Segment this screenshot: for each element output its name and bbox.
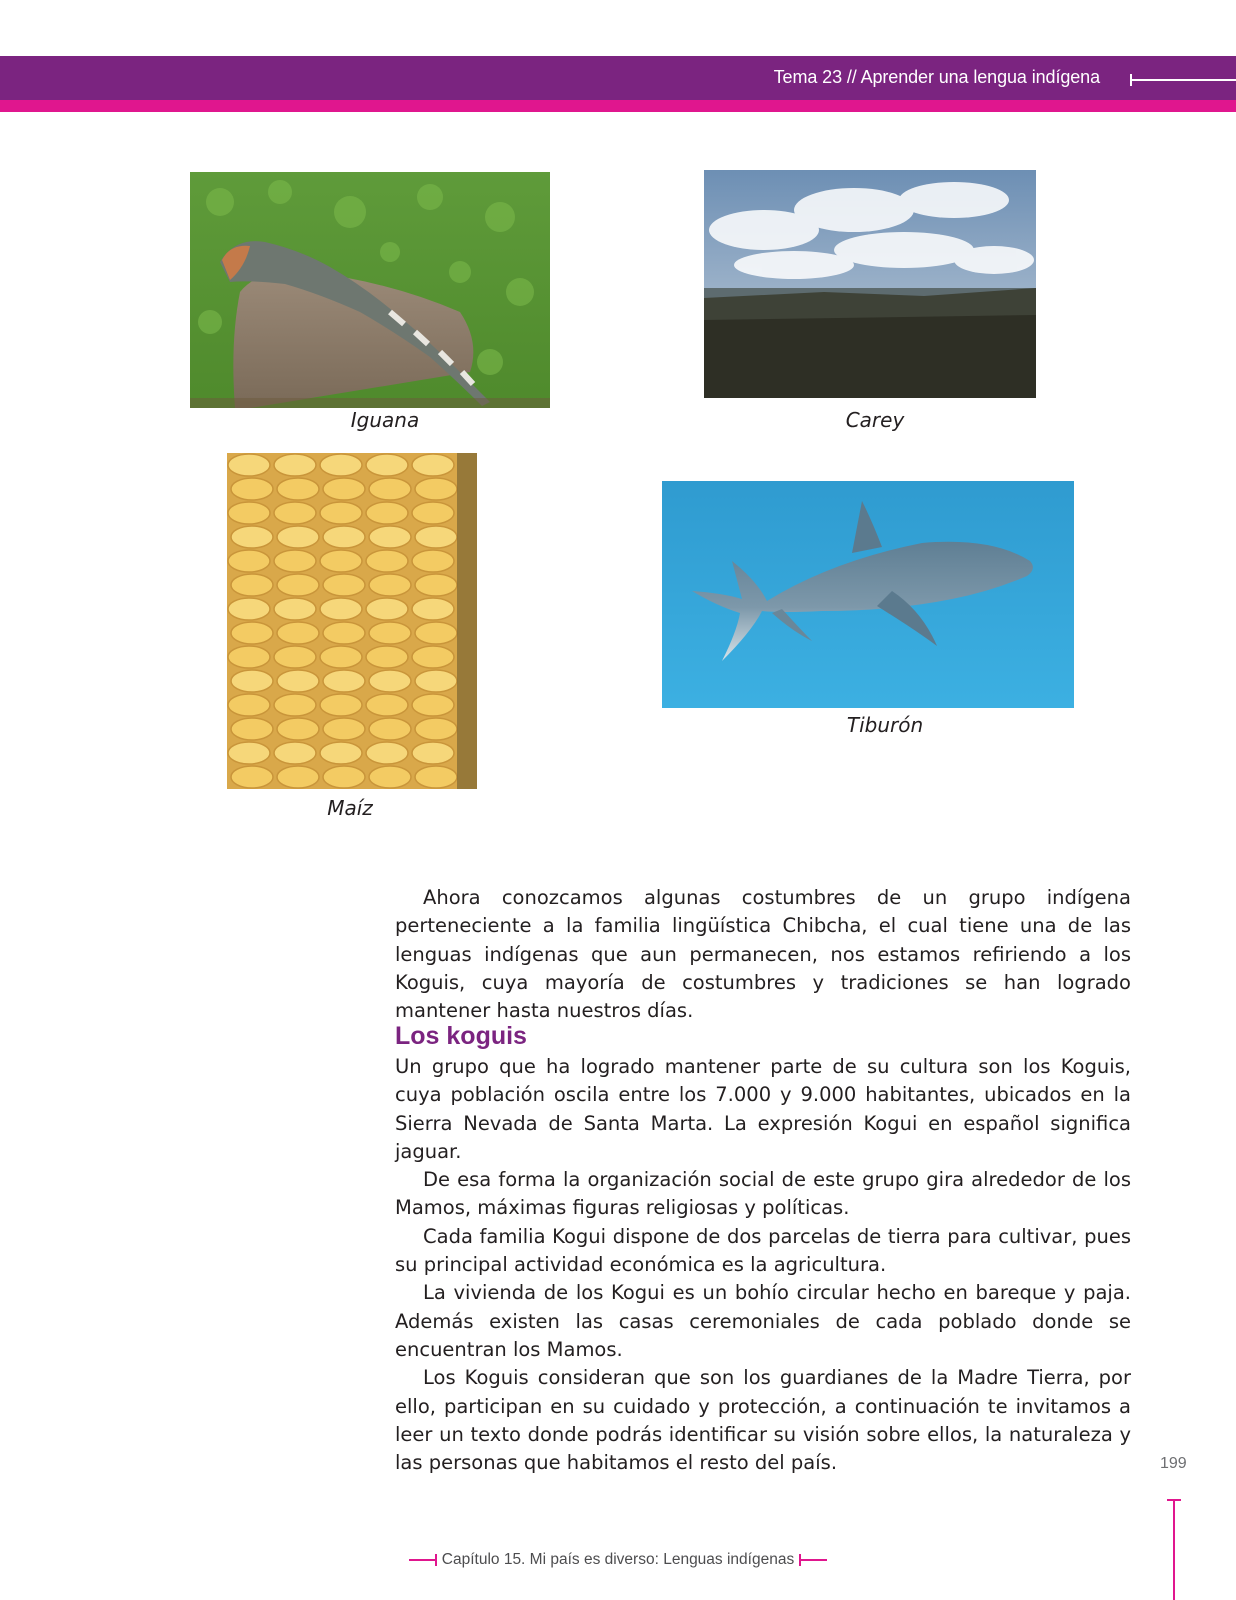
intro-paragraph: Ahora conozcamos algunas costumbres de un grupo indígena perteneciente a la familia lingüística Chibcha, el cual tiene una de las lenguas indígenas que aun permanecen, nos estamos refiriendo a los Koguis, cuya mayoría de costumbres y tradiciones se han logrado mantener hasta nuestros días. <box>395 886 1131 1023</box>
footer-chapter: Capítulo 15. <box>441 1551 526 1568</box>
section-paragraph-3: Cada familia Kogui dispone de dos parcelas de tierra para cultivar, pues su principal actividad económica es la agricultura. <box>395 1224 1131 1277</box>
section-paragraph-2: De esa forma la organización social de este grupo gira alrededor de los Mamos, máximas figuras religiosas y políticas. <box>395 1168 1131 1220</box>
header-rule <box>1131 79 1236 81</box>
landscape-photo <box>704 170 1036 398</box>
corn-photo <box>227 453 477 789</box>
side-rule <box>1173 1500 1175 1600</box>
footer-rule-right <box>799 1559 827 1561</box>
section-title: Los koguis <box>395 1022 527 1050</box>
section-paragraph-4: La vivienda de los Kogui es un bohío circular hecho en bareque y paja. Además existen las casas ceremoniales de cada poblado donde se encuentran los Mamos. <box>395 1281 1131 1361</box>
intro-text <box>395 884 1131 1025</box>
section-paragraph-1: Un grupo que ha logrado mantener parte de su cultura son los Koguis, cuya población oscila entre los 7.000 y 9.000 habitantes, ubicados en la Sierra Nevada de Santa Marta. La expresión Kogui en español significa jaguar. <box>395 1055 1131 1163</box>
page-number: 199 <box>1160 1455 1187 1472</box>
footer <box>0 1551 1236 1569</box>
section-paragraph-5: Los Koguis consideran que son los guardianes de la Madre Tierra, por ello, participan en su cuidado y protección, a continuación te invitamos a leer un texto donde podrás identificar su visión sobre ellos, la naturaleza y las personas que habitamos el resto del país. <box>395 1366 1131 1475</box>
header-stripe <box>0 100 1236 112</box>
header-title: Tema 23 // Aprender una lengua indígena <box>773 67 1100 87</box>
iguana-photo <box>190 172 550 408</box>
maiz-caption: Maíz <box>327 796 373 820</box>
footer-subtitle: Mi país es diverso: Lenguas indígenas <box>525 1551 795 1568</box>
iguana-caption: Iguana <box>350 408 420 432</box>
carey-caption: Carey <box>845 408 905 432</box>
section-body <box>395 1053 1131 1477</box>
shark-photo <box>662 481 1074 708</box>
tiburon-caption: Tiburón <box>846 713 924 737</box>
footer-rule-left <box>409 1559 437 1561</box>
